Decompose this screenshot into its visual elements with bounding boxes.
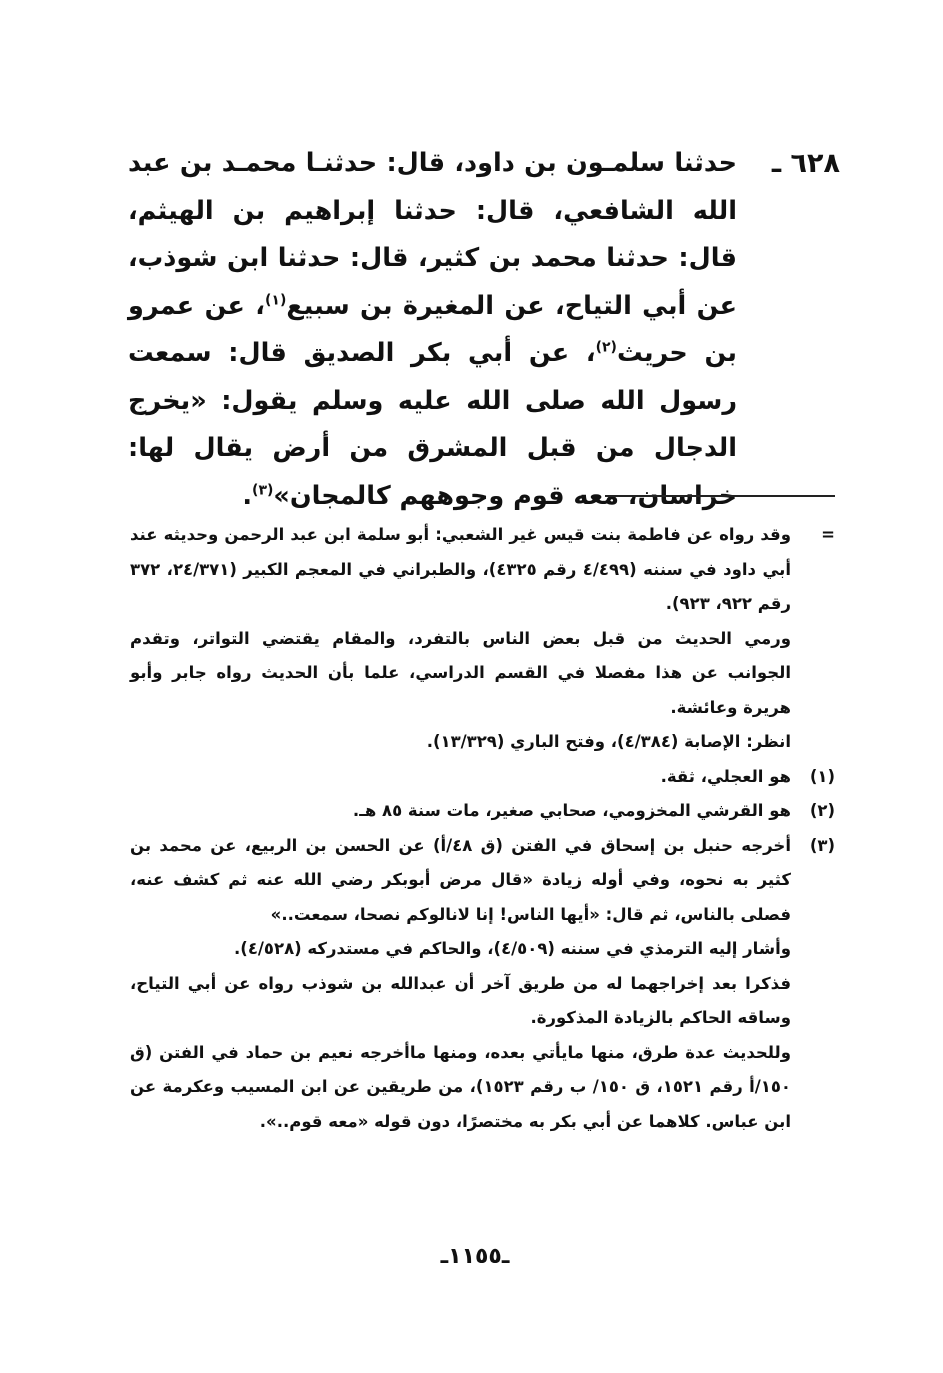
footnote-paragraph: هو القرشي المخزومي، صحابي صغير، مات سنة ٨٥ هـ.: [352, 801, 791, 820]
hadith-text: حدثنا سلمـون بن داود، قال: حدثنـا محمـد بن عبد الله الشافعي، قال: حدثنا إبراهيم بن الهيثم، قال: حدثنا محمد بن كثير، قال: حدثنا ابن شوذب، عن أبي التياح، عن المغيرة بن سبيع$^{(١)}$، عن عمرو بن حريث$^{(٢)}$، عن أبي بكر الصديق قال: سمعت رسول الله صلى الله عليه وسلم يقول: «يخرج الدجال من قبل المشرق من أرض يقال لها: خراسان، معه قوم وجوههم كالمجان»$^{(٣)}$.: [128, 148, 737, 511]
footnote-2: [130, 794, 835, 829]
footnote-paragraph: انظر: الإصابة (٤/٣٨٤)، وفتح الباري (١٣/٣٢٩).: [426, 732, 791, 751]
footnote-body: [130, 760, 791, 795]
footnote-paragraph: فذكرا بعد إخراجهما له من طريق آخر أن عبدالله بن شوذب رواه عن أبي التياح، وساقه الحاكم بالزيادة المذكورة.: [130, 973, 791, 1027]
footnote-continuation: [130, 518, 835, 760]
footnote-body: [130, 518, 791, 760]
footnote-paragraph: وأشار إليه الترمذي في سننه (٤/٥٠٩)، والحاكم في مستدركه (٤/٥٢٨).: [234, 939, 791, 958]
page-number: ـ١١٥٥ـ: [440, 1244, 510, 1269]
footnote-marker: (١): [809, 766, 835, 786]
footnote-body: [130, 829, 791, 1140]
footnote-marker: =: [821, 525, 835, 544]
footnote-separator: [605, 495, 835, 497]
footnote-marker: (٣): [809, 835, 835, 855]
footnote-paragraph: أخرجه حنبل بن إسحاق في الفتن (ق ٤٨/أ) عن الحسن بن الربيع، عن محمد بن كثير به نحوه، وفي أوله زيادة «قال مرض أبوبكر رضي الله عنه ثم كشف عنه، فصلى بالناس، ثم قال: «أيها الناس! إنا لانالوكم نصحا، سمعت..»: [130, 835, 791, 924]
footnote-body: [130, 794, 791, 829]
footnote-3: [130, 829, 835, 1140]
footnote-paragraph: هو العجلي، ثقة.: [660, 766, 791, 786]
footnote-paragraph: ورمي الحديث من قبل بعض الناس بالتفرد، والمقام يقتضي التواتر، وتقدم الجوانب عن هذا مفصلا في القسم الدراسي، علما بأن الحديث رواه جابر وأبو هريرة وعائشة.: [130, 628, 791, 717]
footnote-paragraph: وللحديث عدة طرق، منها مايأتي بعده، ومنها ماأخرجه نعيم بن حماد في الفتن (ق ١٥٠/أ رقم ١٥٢١، ق ١٥٠/ ب رقم ١٥٢٣)، من طريقين عن ابن المسيب وعكرمة عن ابن عباس. كلاهما عن أبي بكر به مختصرًا، دون قوله «معه قوم..».: [130, 1042, 791, 1131]
footnote-1: [130, 760, 835, 795]
footnote-marker: (٢): [809, 801, 835, 820]
hadith-number: ٦٢٨ ـ: [771, 148, 840, 179]
footnotes: [130, 518, 835, 1139]
footnote-paragraph: وقد رواه عن فاطمة بنت قيس غير الشعبي: أبو سلمة ابن عبد الرحمن وحديثه عند أبي داود في سننه (٤/٤٩٩ رقم ٤٣٢٥)، والطبراني في المعجم الكبير (٢٤/٣٧١، ٣٧٢ رقم ٩٢٢، ٩٢٣).: [130, 525, 791, 613]
hadith-block: [128, 140, 840, 520]
